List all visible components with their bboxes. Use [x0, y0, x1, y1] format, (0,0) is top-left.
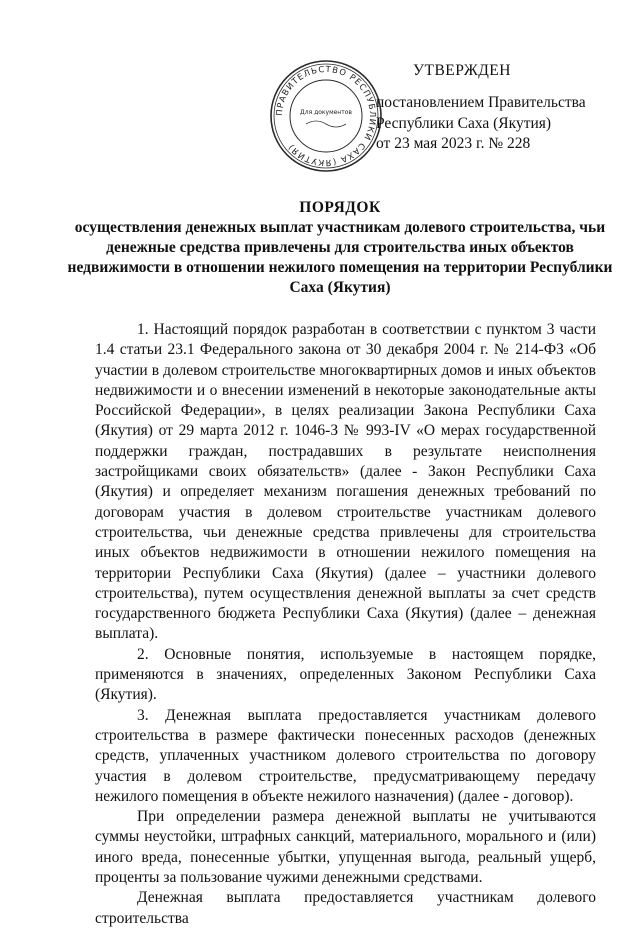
paragraph-3: 3. Денежная выплата предоставляется участникам долевого строительства в размере фактически понесенных расходов (денежных средств, уплаченных участником долевого строительства по договору участия в долевом строительстве, предусматривающему передачу нежилого помещения в объекте нежилого назначения) (далее - договор).: [95, 706, 596, 805]
paragraph-1: 1. Настоящий порядок разработан в соответствии с пунктом 3 части 1.4 статьи 23.1 Федерального закона от 30 декабря 2004 г. № 214-ФЗ «Об участии в долевом строительстве многоквартирных домов и иных объектов недвижимости и о внесении изменений в некоторые законодательные акты Российской Федерации», в целях реализации Закона Республики Саха (Якутия) от 29 марта 2012 г. 1046-З № 993-IV «О мерах государственной поддержки граждан, пострадавших в результате неисполнения застройщиками своих обязательств» (далее - Закон Республики Саха (Якутия) и определяет механизм погашения денежных требований по договорам участия в долевом строительстве участникам долевого строительства, чьи денежные средства привлечены для строительства иных объектов недвижимости в отношении нежилого помещения на территории Республики Саха (Якутия) (далее – участники долевого строительства), путем осуществления денежной выплаты за счет средств государственного бюджета Республики Саха (Якутия) (далее – денежная выплата).: [95, 321, 596, 643]
document-body: [95, 320, 596, 929]
paragraph-2: 2. Основные понятия, используемые в настоящем порядке, применяются в значениях, определенных Законом Республики Саха (Якутия).: [95, 645, 596, 704]
approved-by-line: постановлением Правительства: [376, 94, 586, 111]
seal-center-text: Для документов: [300, 109, 352, 116]
approved-republic-line: Республики Саха (Якутия): [376, 115, 552, 132]
official-seal: [268, 58, 384, 174]
approved-date-line: от 23 мая 2023 г. № 228: [376, 135, 531, 152]
seal-ring-text: ПРАВИТЕЛЬСТВО РЕСПУБЛИКИ САХА (ЯКУТИЯ): [273, 63, 379, 169]
approval-block: [0, 0, 640, 180]
paragraph-5: Денежная выплата предоставляется участникам долевого строительства: [95, 889, 596, 927]
approved-title: УТВЕРЖДЕН: [413, 62, 511, 79]
document-title: ПОРЯДОК: [299, 199, 381, 216]
paragraph-4: При определении размера денежной выплаты не учитываются суммы неустойки, штрафных санкций, материального, морального и (или) иного вреда, понесенные убытки, упущенная выгода, реальный ущерб, проценты за пользование чужими денежными средствами.: [95, 808, 596, 887]
document-heading: [60, 198, 620, 298]
document-subtitle: осуществления денежных выплат участникам долевого строительства, чьи денежные средства привлечены для строительства иных объектов недвижимости в отношении нежилого помещения на территории Республики Саха (Якутия): [67, 219, 613, 296]
